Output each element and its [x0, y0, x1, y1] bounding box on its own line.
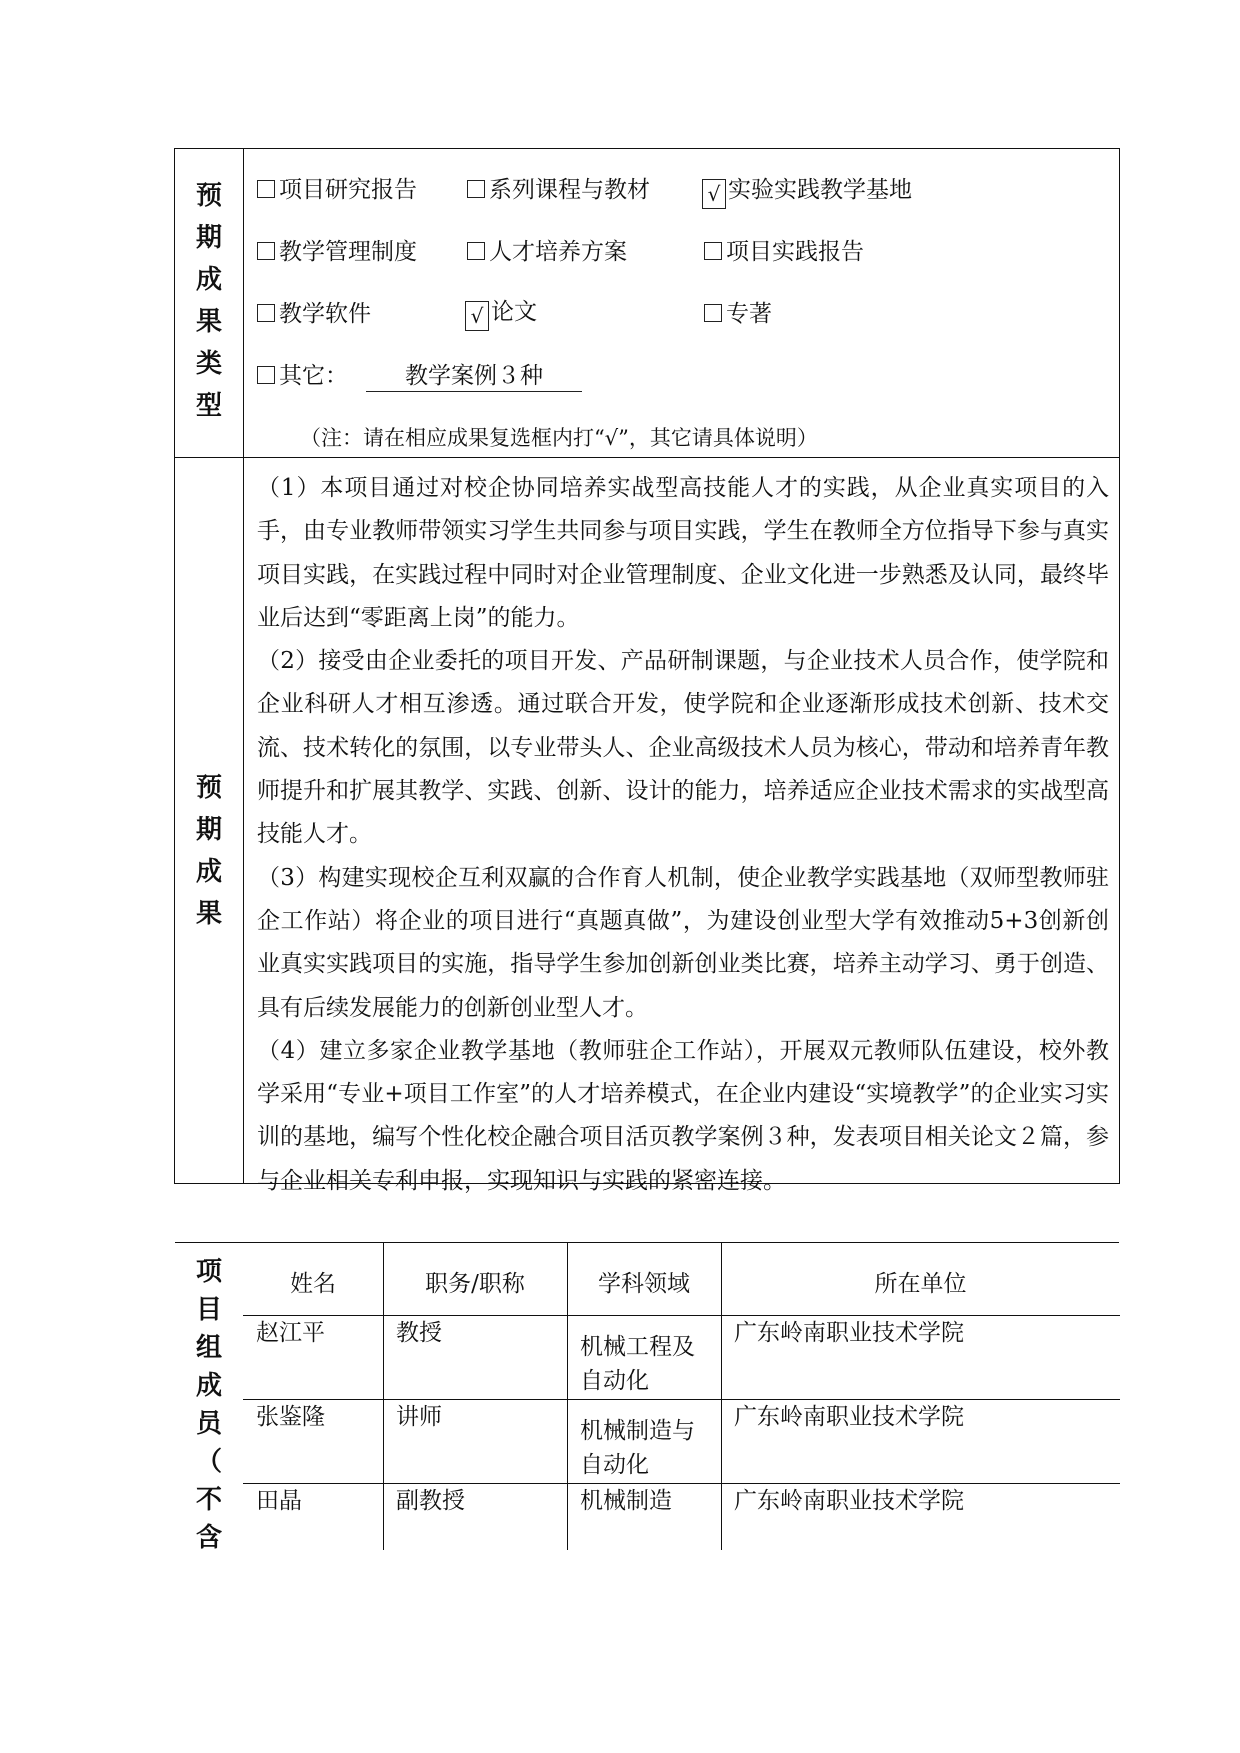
option-practice-base[interactable] [702, 175, 912, 209]
label-column-divider [243, 149, 244, 1183]
result-paragraph-4: （4）建立多家企业教学基地（教师驻企工作站），开展双元教师队伍建设，校外教学采用“专业+项目工作室”的人才培养模式，在企业内建设“实境教学”的企业实习实训的基地，编写个性化校企融合项目活页教学案例３种，发表项目相关论文２篇，参与企业相关专利申报，实现知识与实践的紧密连接。 [257, 1037, 1109, 1194]
checkbox[interactable] [704, 304, 722, 322]
option-label: 教学管理制度 [279, 239, 417, 265]
checkbox-checked[interactable]: √ [465, 301, 489, 331]
option-label: 人才培养方案 [489, 239, 627, 265]
option-label: 论文 [491, 299, 537, 325]
header-field: 学科领域 [598, 1271, 690, 1297]
checkbox[interactable] [257, 304, 275, 322]
label-char: 成 [195, 857, 222, 887]
row-divider [243, 1399, 1120, 1400]
label-char: （ [195, 1447, 222, 1477]
result-paragraph-1: （1）本项目通过对校企协同培养实战型高技能人才的实践，从企业真实项目的入手，由专业教师带领实习学生共同参与项目实践，学生在教师全方位指导下参与真实项目实践，在实践过程中同时对企业管理制度、企业文化进一步熟悉及认同，最终毕业后达到“零距离上岗”的能力。 [257, 475, 1109, 631]
label-char: 果 [195, 307, 222, 337]
label-char: 员 [195, 1409, 222, 1439]
checkbox-checked[interactable]: √ [702, 179, 726, 209]
member-name: 田晶 [256, 1488, 302, 1514]
option-label: 专著 [726, 301, 772, 327]
header-name: 姓名 [290, 1271, 336, 1297]
option-management-system[interactable] [257, 237, 417, 267]
member-unit: 广东岭南职业技术学院 [734, 1488, 964, 1514]
row-divider [243, 1315, 1120, 1316]
members-table [243, 1242, 1120, 1550]
label-char: 期 [195, 815, 222, 845]
member-unit: 广东岭南职业技术学院 [734, 1404, 964, 1430]
option-talent-plan[interactable] [467, 237, 627, 267]
member-field: 机械制造 [580, 1488, 672, 1514]
result-paragraph-3: （3）构建实现校企互利双赢的合作育人机制，使企业教学实践基地（双师型教师驻企工作站）将企业的项目进行“真题真做”，为建设创业型大学有效推动5+3创新创业真实实践项目的实施，指导学生参加创新创业类比赛，培养主动学习、勇于创造、具有后续发展能力的创新创业型人才。 [257, 864, 1109, 1021]
label-char: 型 [195, 391, 222, 421]
label-char: 期 [195, 223, 222, 253]
option-software[interactable] [257, 299, 371, 329]
member-field: 机械工程及自动化 [580, 1334, 695, 1394]
option-label: 系列课程与教材 [489, 177, 650, 203]
label-char: 类 [195, 349, 222, 379]
label-char: 预 [195, 773, 222, 803]
option-research-report[interactable] [257, 175, 417, 205]
member-name: 赵江平 [256, 1320, 325, 1346]
checkbox[interactable] [257, 242, 275, 260]
label-char: 不 [195, 1485, 222, 1515]
checkbox[interactable] [467, 242, 485, 260]
header-title: 职务/职称 [425, 1271, 525, 1297]
option-label: 项目研究报告 [279, 177, 417, 203]
label-char: 成 [195, 265, 222, 295]
label-char: 含 [195, 1523, 222, 1553]
member-unit: 广东岭南职业技术学院 [734, 1320, 964, 1346]
other-label: 其它： [279, 363, 348, 389]
label-char: 果 [195, 899, 222, 929]
member-field: 机械制造与自动化 [580, 1418, 695, 1478]
checkbox[interactable] [704, 242, 722, 260]
result-paragraph-2: （2）接受由企业委托的项目开发、产品研制课题，与企业技术人员合作，使学院和企业科研人才相互渗透。通过联合开发，使学院和企业逐渐形成技术创新、技术交流、技术转化的氛围，以专业带头人、企业高级技术人员为核心，带动和培养青年教师提升和扩展其教学、实践、创新、设计的能力，培养适应企业技术需求的实战型高技能人才。 [257, 648, 1109, 848]
option-paper[interactable] [465, 297, 537, 331]
checkbox[interactable] [257, 180, 275, 198]
label-char: 组 [195, 1333, 222, 1363]
expected-type-label [175, 175, 243, 427]
member-title: 副教授 [396, 1488, 465, 1514]
option-other[interactable] [257, 361, 582, 392]
member-name: 张鉴隆 [256, 1404, 325, 1430]
expected-results-label [175, 767, 243, 935]
expected-results-text [257, 467, 1109, 1203]
member-title: 教授 [396, 1320, 442, 1346]
option-label: 实验实践教学基地 [728, 177, 912, 203]
members-label [175, 1253, 243, 1557]
header-unit: 所在单位 [874, 1271, 967, 1297]
label-char: 成 [195, 1371, 222, 1401]
member-title: 讲师 [396, 1404, 442, 1430]
option-practice-report[interactable] [704, 237, 864, 267]
checkbox[interactable] [467, 180, 485, 198]
row-divider [175, 457, 1119, 458]
option-label: 项目实践报告 [726, 239, 864, 265]
label-char: 目 [195, 1295, 222, 1325]
option-label: 教学软件 [279, 301, 371, 327]
checkbox[interactable] [257, 366, 275, 384]
option-monograph[interactable] [704, 299, 772, 329]
other-value-field[interactable]: 教学案例３种 [366, 361, 582, 392]
label-char: 项 [195, 1257, 222, 1287]
option-course-series[interactable] [467, 175, 650, 205]
label-char: 预 [195, 181, 222, 211]
checkbox-note: （注：请在相应成果复选框内打“√”，其它请具体说明） [300, 426, 818, 450]
